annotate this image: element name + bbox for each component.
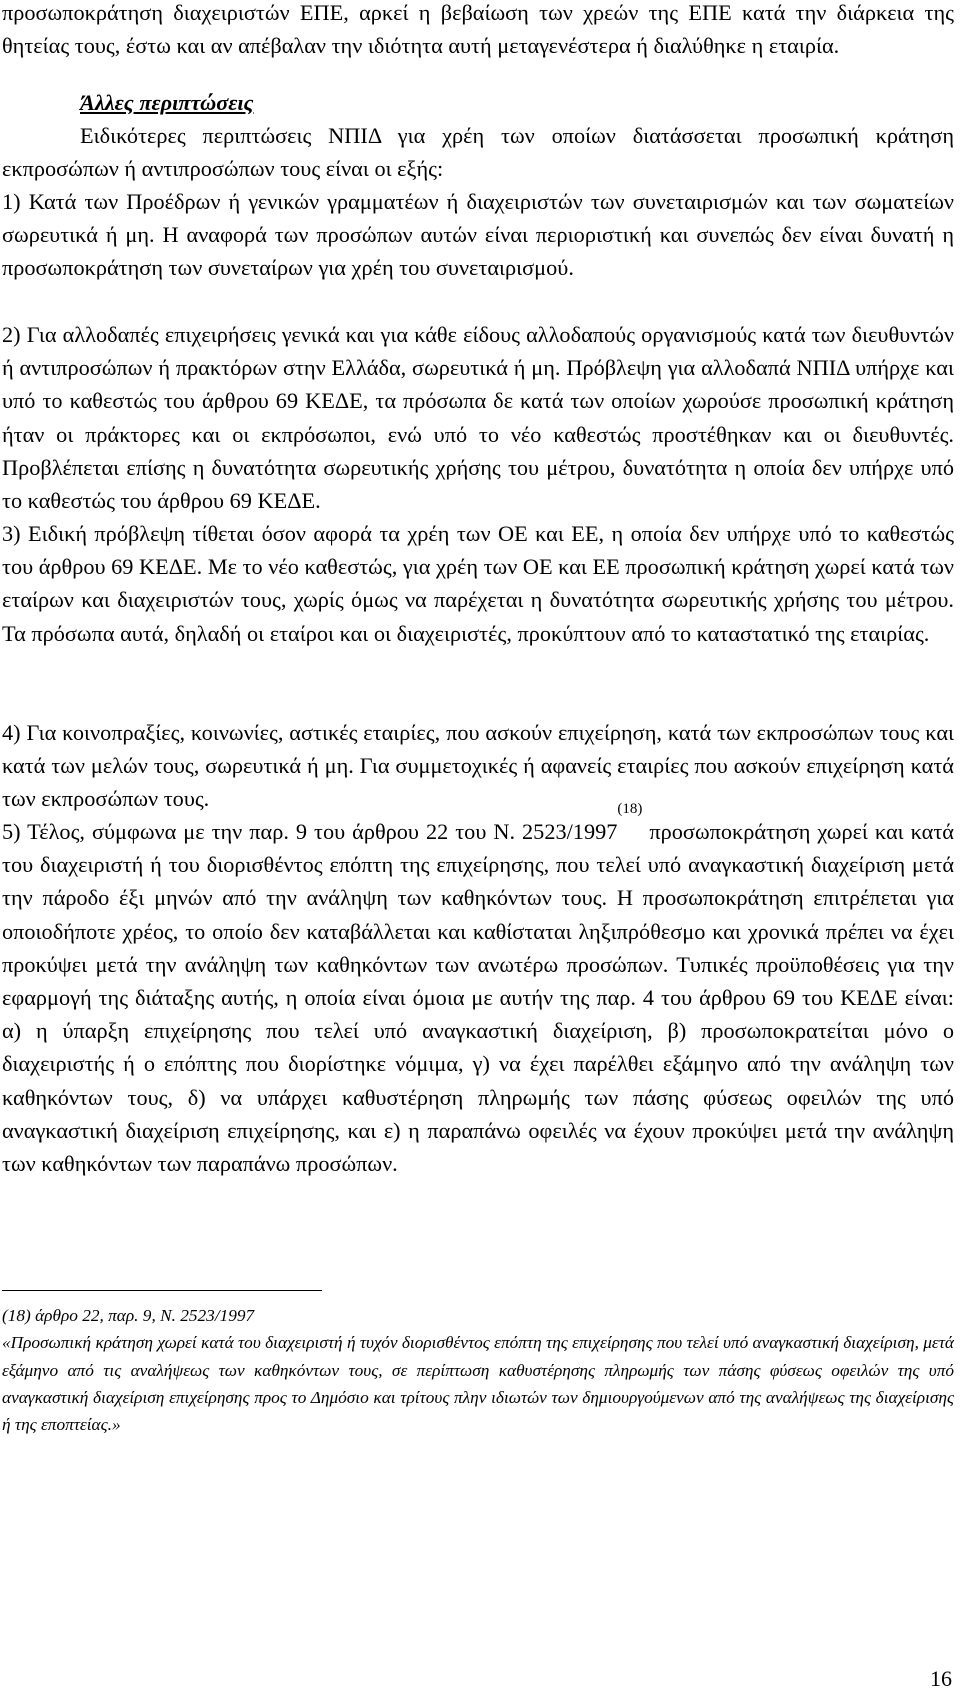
footnote-separator	[2, 1290, 322, 1291]
footnote-label: (18) άρθρο 22, παρ. 9, Ν. 2523/1997	[2, 1306, 255, 1325]
list-item-4: 4) Για κοινοπραξίες, κοινωνίες, αστικές εταιρίες, που ασκούν επιχείρηση, κατά των εκπροσώπων τους και κατά των μελών τους, σωρευτικά ή μη. Για συμμετοχικές ή αφανείς εταιρίες που ασκούν επιχείρηση κατά των εκπροσώπων τους.	[2, 720, 954, 812]
page-number: 16	[930, 1666, 952, 1691]
footnote	[2, 1302, 954, 1438]
section-heading: Άλλες περιπτώσεις	[80, 90, 254, 115]
footnote-reference: (18)	[617, 801, 643, 817]
list-item-5-lead: 5) Τέλος, σύμφωνα με την παρ. 9 του άρθρου 22 του Ν. 2523/1997	[2, 819, 618, 844]
paragraph-continuation: προσωποκράτηση διαχειριστών ΕΠΕ, αρκεί η βεβαίωση των χρεών της ΕΠΕ κατά την διάρκεια της θητείας τους, έστω και αν απέβαλαν την ιδιότητα αυτή μεταγενέστερα ή διαλύθηκε η εταιρία.	[2, 0, 954, 59]
list-item-5-body: προσωποκράτηση χωρεί και κατά του διαχειριστή ή του διορισθέντος επόπτη της επιχείρησης, που τελεί υπό αναγκαστική διαχείριση μετά την πάροδο έξι μηνών από την ανάληψη των καθηκόντων τους. Η προσωποκράτηση επιτρέπεται για οποιοδήποτε χρέος, το οποίο δεν καταβάλλεται και καθίσταται ληξιπρόθεσμο και χρονικά πρέπει να έχει προκύψει μετά την ανάληψη των καθηκόντων των ανωτέρω προσώπων. Τυπικές προϋποθέσεις για την εφαρμογή της διάταξης αυτής, η οποία είναι όμοια με αυτήν της παρ. 4 του άρθρου 69 του ΚΕΔΕ είναι: α) η ύπαρξη επιχείρησης που τελεί υπό αναγκαστική διαχείριση, β) προσωποκρατείται μόνο ο διαχειριστής ή ο επόπτης που διορίστηκε νόμιμα, γ) να έχει παρέλθει εξάμηνο από την ανάληψη των καθηκόντων τους, δ) να υπάρχει καθυστέρηση πληρωμής των πάσης φύσεως οφειλών της υπό αναγκαστική διαχείριση επιχείρησης, και ε) η παραπάνω οφειλές να έχουν προκύψει μετά την ανάληψη των καθηκόντων των παραπάνω προσώπων.	[2, 819, 954, 1177]
list-item-1: 1) Κατά των Προέδρων ή γενικών γραμματέων ή διαχειριστών των συνεταιρισμών και των σωματείων σωρευτικά ή μη. Η αναφορά των προσώπων αυτών είναι περιοριστική και συνεπώς δεν είναι δυνατή η προσωποκράτηση των συνεταίρων για χρέη του συνεταιρισμού.	[2, 189, 954, 281]
intro-paragraph: Ειδικότερες περιπτώσεις ΝΠΙΔ για χρέη των οποίων διατάσσεται προσωπική κράτηση εκπροσώπων ή αντιπροσώπων τους είναι οι εξής:	[2, 123, 954, 182]
list-item-2: 2) Για αλλοδαπές επιχειρήσεις γενικά και για κάθε είδους αλλοδαπούς οργανισμούς κατά των διευθυντών ή αντιπροσώπων ή πρακτόρων στην Ελλάδα, σωρευτικά ή μη. Πρόβλεψη για αλλοδαπά ΝΠΙΔ υπήρχε και υπό το καθεστώς του άρθρου 69 ΚΕΔΕ, τα πρόσωπα δε κατά των οποίων χωρούσε προσωπική κράτηση ήταν οι πράκτορες και οι εκπρόσωποι, ενώ υπό το νέο καθεστώς προστέθηκαν και οι διευθυντές. Προβλέπεται επίσης η δυνατότητα σωρευτικής χρήσης του μέτρου, δυνατότητα η οποία δεν υπήρχε υπό το καθεστώς του άρθρου 69 ΚΕΔΕ.	[2, 322, 954, 514]
list-item-3: 3) Ειδική πρόβλεψη τίθεται όσον αφορά τα χρέη των ΟΕ και ΕΕ, η οποία δεν υπήρχε υπό το καθεστώς του άρθρου 69 ΚΕΔΕ. Με το νέο καθεστώς, για χρέη των ΟΕ και ΕΕ προσωπική κράτηση χωρεί κατά των εταίρων και διαχειριστών τους, χωρίς όμως να παρέχεται η δυνατότητα σωρευτικής χρήσης του μέτρου. Τα πρόσωπα αυτά, δηλαδή οι εταίροι και οι διαχειριστές, προκύπτουν από το καταστατικό της εταιρίας.	[2, 521, 954, 646]
list-item-5	[2, 801, 954, 1180]
footnote-text: «Προσωπική κράτηση χωρεί κατά του διαχειριστή ή τυχόν διορισθέντος επόπτη της επιχείρησης που τελεί υπό αναγκαστική διαχείριση, μετά εξάμηνο από τις αναλήψεως των καθηκόντων τους, σε περίπτωση καθυστέρησης πληρωμής των πάσης φύσεως οφειλών της υπό αναγκαστική διαχείριση επιχείρησης προς το Δημόσιο και τρίτους πλην ιδιωτών των δημιουργούμενων από της αναλήψεως της διαχείρισης ή της εποπτείας.»	[2, 1333, 954, 1435]
